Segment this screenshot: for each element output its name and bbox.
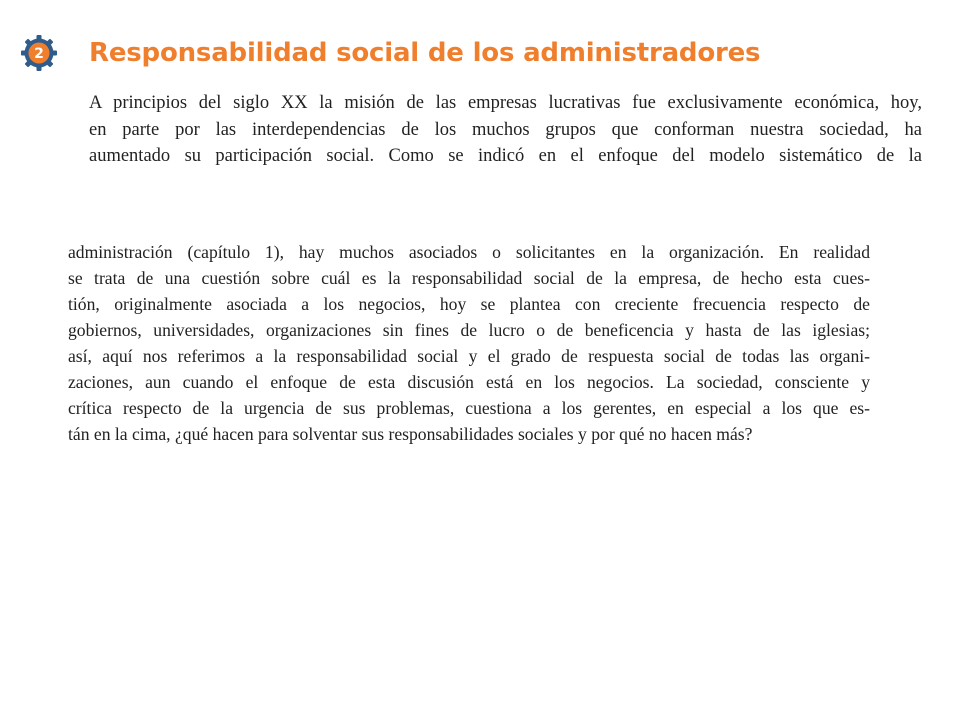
paragraph-line: gobiernos, universidades, organizaciones sin fines de lucro o de beneficencia y hasta de las iglesias; [68, 320, 870, 340]
paragraph-line: crítica respecto de la urgencia de sus problemas, cuestiona a los gerentes, en especial a los que es- [68, 398, 870, 418]
paragraph-line: tión, originalmente asociada a los negocios, hoy se plantea con creciente frecuencia respecto de [68, 294, 870, 314]
paragraph-line: administración (capítulo 1), hay muchos asociados o solicitantes en la organización. En realidad [68, 242, 870, 262]
body-paragraph [68, 239, 870, 447]
paragraph-line: zaciones, aun cuando el enfoque de esta discusión está en los negocios. La sociedad, consciente y [68, 372, 870, 392]
paragraph-line: se trata de una cuestión sobre cuál es la responsabilidad social de la empresa, de hecho esta cues- [68, 268, 870, 288]
paragraph-line: tán en la cima, ¿qué hacen para solventar sus responsabilidades sociales y por qué no hacen más? [68, 424, 753, 444]
paragraph-line: aumentado su participación social. Como se indicó en el enfoque del modelo sistemático de la [89, 146, 922, 166]
paragraph-line: A principios del siglo XX la misión de las empresas lucrativas fue exclusivamente económica, hoy, [89, 93, 922, 113]
intro-paragraph [89, 90, 922, 170]
section-number: 2 [34, 46, 44, 62]
section-title: Responsabilidad social de los administradores [89, 38, 761, 68]
paragraph-line: así, aquí nos referimos a la responsabilidad social y el grado de respuesta social de todas las organi- [68, 346, 870, 366]
paragraph-line: en parte por las interdependencias de los muchos grupos que conforman nuestra sociedad, ha [89, 119, 922, 140]
numbered-gear-badge-icon [21, 35, 57, 71]
